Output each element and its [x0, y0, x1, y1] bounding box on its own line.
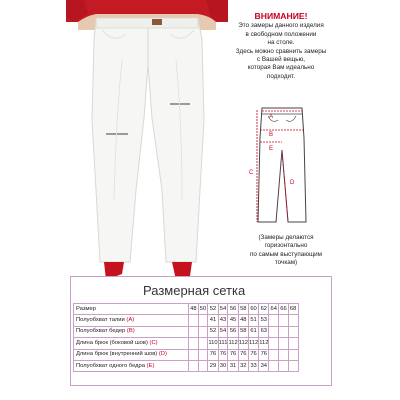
table-cell: 76	[259, 349, 269, 360]
row-label-cell	[74, 338, 189, 349]
table-cell	[279, 360, 289, 371]
table-cell: 29	[208, 360, 218, 371]
row-label-cell	[74, 360, 189, 371]
table-cell: 76	[238, 349, 248, 360]
size-header-cell: 60	[248, 304, 258, 315]
table-cell	[288, 326, 298, 337]
table-cell	[198, 326, 208, 337]
row-code: (E)	[146, 362, 155, 369]
table-cell	[189, 349, 199, 360]
table-cell: 112	[228, 338, 238, 349]
row-code: (B)	[126, 328, 135, 335]
notice-line: на столе.	[267, 39, 295, 47]
table-cell: 43	[218, 315, 228, 326]
table-cell: 33	[248, 360, 258, 371]
note-line: по самым выступающим	[249, 250, 323, 258]
table-cell	[269, 360, 279, 371]
row-code: (D)	[158, 351, 167, 358]
table-cell: 34	[259, 360, 269, 371]
size-chart	[70, 276, 332, 386]
table-cell: 58	[238, 326, 248, 337]
table-cell	[198, 338, 208, 349]
size-header-cell: 62	[259, 304, 269, 315]
table-cell	[198, 360, 208, 371]
table-cell	[288, 315, 298, 326]
measurement-note	[248, 234, 324, 268]
table-cell: 110	[208, 338, 218, 349]
note-line: (Замеры делаются	[258, 234, 314, 241]
table-row	[74, 315, 299, 326]
table-row	[74, 326, 299, 337]
row-label: Полуобхват одного бедра	[76, 362, 146, 369]
notice-title: ВНИМАНИЕ!	[254, 11, 308, 21]
row-label: Полуобхват бедер	[76, 328, 126, 335]
table-cell	[279, 338, 289, 349]
table-row	[74, 338, 299, 349]
table-cell	[288, 349, 298, 360]
notice-line: подходит.	[266, 72, 296, 80]
table-cell: 63	[259, 326, 269, 337]
table-cell: 48	[238, 315, 248, 326]
table-cell	[269, 338, 279, 349]
notice-line: Это замеры данного изделия	[238, 22, 324, 30]
row-code: (C)	[149, 339, 158, 346]
table-cell: 54	[218, 326, 228, 337]
table-cell: 30	[218, 360, 228, 371]
size-header-cell: 64	[269, 304, 279, 315]
table-cell	[189, 360, 199, 371]
size-header-cell: 66	[279, 304, 289, 315]
notice-line: которая Вам идеально	[247, 64, 315, 72]
table-cell	[198, 349, 208, 360]
notice-line: в свободном положении	[245, 30, 317, 38]
table-cell: 112	[259, 338, 269, 349]
table-cell: 76	[218, 349, 228, 360]
table-cell: 112	[238, 338, 248, 349]
diagram-label-d: D	[290, 180, 295, 186]
size-header-cell: 56	[228, 304, 238, 315]
table-cell	[189, 315, 199, 326]
notice-line: с Вашей вещью,	[256, 56, 306, 64]
size-header-cell: 54	[218, 304, 228, 315]
measurement-diagram	[248, 104, 316, 224]
table-cell	[279, 315, 289, 326]
notice-block	[228, 12, 334, 81]
size-header-cell: 58	[238, 304, 248, 315]
diagram-label-b: B	[269, 132, 274, 138]
table-cell: 76	[248, 349, 258, 360]
row-label-cell	[74, 315, 189, 326]
table-cell: 61	[248, 326, 258, 337]
size-header-cell: 68	[288, 304, 298, 315]
size-header-cell: 48	[189, 304, 199, 315]
table-cell	[279, 326, 289, 337]
table-cell: 31	[228, 360, 238, 371]
table-cell: 111	[218, 338, 228, 349]
table-cell: 112	[248, 338, 258, 349]
table-cell	[269, 315, 279, 326]
product-photo	[66, 0, 228, 282]
size-table	[73, 303, 299, 372]
table-cell: 76	[228, 349, 238, 360]
table-cell: 52	[208, 326, 218, 337]
table-cell: 76	[208, 349, 218, 360]
diagram-label-e: E	[269, 146, 274, 152]
row-code: (A)	[126, 317, 135, 324]
notice-line: Здесь можно сравнить замеры	[235, 47, 327, 55]
table-cell	[269, 349, 279, 360]
note-line: точкам)	[274, 259, 298, 267]
row-label-cell	[74, 349, 189, 360]
table-cell: 51	[248, 315, 258, 326]
note-line: горизонтально	[264, 242, 308, 250]
row-label: Полуобхват талии	[76, 317, 125, 324]
table-cell: 53	[259, 315, 269, 326]
table-cell: 32	[238, 360, 248, 371]
table-cell: 56	[228, 326, 238, 337]
size-header-label: Размер	[74, 304, 189, 315]
table-cell	[189, 326, 199, 337]
table-cell	[288, 360, 298, 371]
row-label: Длина брюк (боковой шов)	[76, 339, 148, 346]
size-header-cell: 52	[208, 304, 218, 315]
size-header-row	[74, 304, 299, 315]
table-cell	[269, 326, 279, 337]
size-header-cell: 50	[198, 304, 208, 315]
table-cell: 41	[208, 315, 218, 326]
table-cell	[279, 349, 289, 360]
table-cell	[288, 338, 298, 349]
table-row	[74, 360, 299, 371]
size-chart-title: Размерная сетка	[143, 283, 246, 298]
diagram-label-a: A	[269, 114, 274, 120]
table-cell: 45	[228, 315, 238, 326]
table-cell	[198, 315, 208, 326]
table-cell	[189, 338, 199, 349]
row-label-cell	[74, 326, 189, 337]
row-label: Длина брюк (внутренний шов)	[76, 351, 158, 358]
table-row	[74, 349, 299, 360]
diagram-label-c: C	[249, 170, 254, 176]
